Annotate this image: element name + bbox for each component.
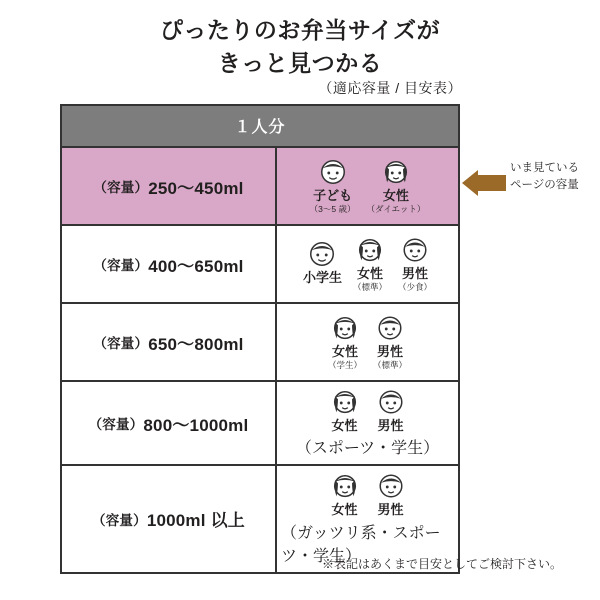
left-arrow-icon [462, 170, 506, 196]
callout-line2: ページの容量 [510, 179, 579, 192]
footnote: ※表記はあくまで目安としてご検討下さい。 [321, 557, 562, 571]
volume-value: 800〜1000ml [143, 415, 249, 435]
volume-cell [62, 226, 277, 302]
person-sub: （学生） [327, 359, 362, 370]
table-row [62, 224, 458, 302]
female-face-icon [330, 313, 360, 343]
person-label: 男性 [377, 343, 404, 359]
page-title-line2: きっと見つかる [217, 50, 383, 77]
persons-cell [277, 148, 458, 224]
person-entry [303, 239, 342, 287]
female-face-icon [330, 387, 360, 417]
person-entry [398, 235, 432, 293]
persons-cell [277, 382, 458, 464]
volume-value: 1000ml 以上 [146, 511, 245, 531]
volume-prefix: （容量） [93, 258, 149, 273]
volume-cell [62, 466, 277, 571]
child-face-icon [307, 239, 337, 269]
person-entry [353, 235, 387, 293]
person-label: 小学生 [302, 270, 342, 286]
volume-prefix: （容量） [88, 417, 144, 433]
table-row [62, 302, 458, 380]
volume-cell [62, 304, 277, 380]
table-row [62, 380, 458, 464]
person-label: 子ども [313, 187, 353, 203]
person-sub: （ダイエット） [366, 203, 426, 214]
person-label: 女性 [331, 418, 358, 433]
male-face-icon [376, 471, 406, 501]
capacity-table [60, 104, 460, 574]
volume-cell [62, 382, 277, 464]
person-entry [373, 313, 407, 371]
female-face-icon [330, 471, 360, 501]
child-face-icon [318, 157, 348, 187]
page-title [0, 14, 600, 81]
person-entry [376, 387, 406, 433]
person-sub: （少食） [398, 281, 433, 292]
callout-line1: いま見ている [510, 162, 579, 174]
capacity-guide-note: （適応容量 / 目安表） [318, 80, 462, 96]
person-label: 男性 [377, 418, 404, 433]
volume-prefix: （容量） [93, 336, 149, 351]
person-entry [330, 471, 360, 517]
persons-shared-sub: （ガッツリ系・スポーツ・学生） [281, 524, 441, 565]
person-label: 女性 [331, 502, 358, 518]
person-entry [330, 387, 360, 433]
person-sub: （3〜5 歳） [309, 203, 356, 214]
volume-value: 650〜800ml [148, 334, 244, 354]
persons-shared-sub: （スポーツ・学生） [295, 440, 440, 458]
female-face-icon [355, 235, 385, 265]
volume-prefix: （容量） [92, 512, 147, 528]
person-label: 男性 [402, 265, 429, 281]
person-entry [376, 471, 406, 517]
table-header-single-serving: １人分 [62, 106, 458, 146]
volume-prefix: （容量） [93, 180, 149, 195]
person-entry [367, 157, 426, 215]
person-entry [310, 157, 356, 215]
volume-value: 250〜450ml [148, 178, 244, 198]
volume-cell [62, 148, 277, 224]
male-face-icon [376, 387, 406, 417]
female-face-icon [381, 157, 411, 187]
male-face-icon [400, 235, 430, 265]
male-face-icon [375, 313, 405, 343]
page-title-line1: ぴったりのお弁当サイズが [159, 17, 441, 43]
person-sub: （標準） [352, 281, 387, 292]
persons-cell [277, 304, 458, 380]
person-entry [328, 313, 362, 371]
current-page-callout [510, 160, 600, 195]
table-row [62, 146, 458, 224]
person-label: 男性 [377, 502, 404, 518]
persons-cell [277, 226, 458, 302]
person-label: 女性 [356, 265, 383, 281]
volume-value: 400〜650ml [148, 256, 244, 276]
person-label: 女性 [382, 187, 409, 203]
person-sub: （標準） [373, 359, 408, 370]
person-label: 女性 [331, 343, 358, 359]
